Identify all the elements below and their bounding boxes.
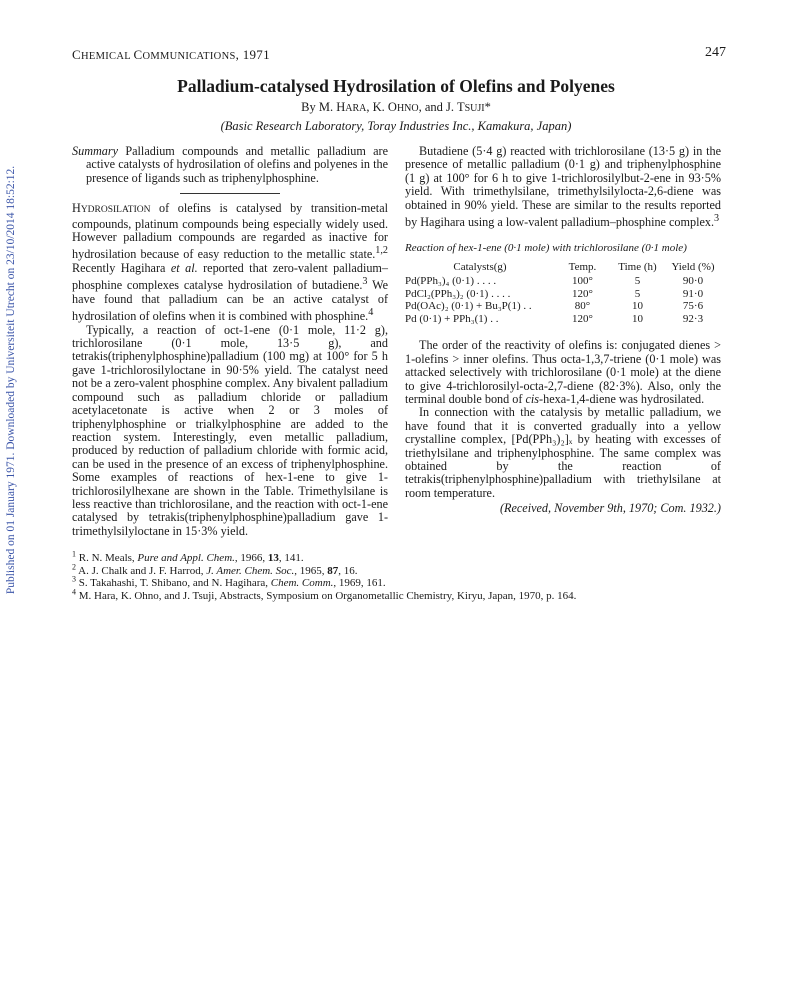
table-row	[405, 275, 721, 288]
time-cell: 5	[634, 275, 641, 288]
ref-year: , 1969,	[333, 577, 367, 590]
lead-rest: YDROSILATION	[80, 205, 151, 216]
corresponding-author-mark: *	[484, 100, 491, 114]
time-cell: 10	[632, 312, 643, 325]
journal-initial-2: C	[133, 47, 143, 62]
summary-text: Palladium compounds and metallic palladium are active catalysts of hydrosilation of olefins and polyenes in the presence of ligands such as triphenylphosphine.	[86, 144, 388, 185]
article-title: Palladium-catalysed Hydrosilation of Olefins and Polyenes	[177, 76, 615, 96]
table-row	[405, 288, 721, 301]
journal-rest-1: HEMICAL	[80, 51, 134, 62]
page-number: 247	[705, 45, 726, 60]
journal-initial-1: C	[72, 47, 81, 62]
reactivity-text-b: -hexa-1,4-diene was hydrosilated.	[539, 392, 705, 407]
table-row	[405, 300, 721, 313]
ref-number: 1	[72, 549, 76, 559]
ref-number: 3	[72, 574, 76, 584]
cis-prefix: cis	[525, 392, 540, 407]
table-caption: Reaction of hex-1-ene (0·1 mole) with trichlorosilane (0·1 mole)	[405, 241, 687, 254]
ref-pages: , 16.	[338, 564, 358, 577]
yield-cell: 90·0	[682, 275, 704, 288]
summary	[72, 145, 388, 185]
table-header-row	[405, 261, 721, 276]
authors-sep1: , K.	[366, 100, 388, 114]
ref-mark: 4	[368, 307, 374, 319]
ref-mark: 3	[714, 213, 720, 225]
temp-cell: 120°	[572, 312, 593, 325]
catalysis-paragraph: In connection with the catalysis by metallic palladium, we have found that it is converted gradually into a yellow crystalline complex, [Pd(PPh₃)₂]ₓ by heating with excesses of triethylsilane and triphenylphosphine. The same complex was obtained by the reaction of tetrakis(triphenylphosphine)palladium with triethylsilane at room temperature.	[405, 405, 721, 500]
butadiene-paragraph	[405, 145, 721, 230]
intro-text-c: reported that zero-valent palladium–phosphine complexes catalyse hydrosilation of butadiene.	[72, 260, 388, 293]
journal-year: , 1971	[235, 47, 270, 62]
intro-text-a: of olefins is catalysed by transition-metal compounds, platinum compounds being especially widely used. However palladium compounds are regarded as inactive for hydrosilation because of easy reduction to the metallic state.	[72, 201, 388, 262]
catalyst-cell: Pd(PPh₃)₄ (0·1) . . . .	[405, 275, 497, 288]
yield-cell: 92·3	[682, 312, 704, 325]
time-cell: 10	[632, 300, 643, 313]
ref-number: 4	[72, 587, 76, 597]
col-header: Temp.	[568, 260, 597, 273]
yield-cell: 91·0	[682, 287, 704, 300]
ref-authors: A. J. Chalk and J. F. Harrod,	[76, 564, 207, 577]
received-date: (Received, November 9th, 1970; Com. 1932.)	[499, 501, 721, 516]
table-row	[405, 313, 721, 326]
ref-pages: , 141.	[278, 552, 304, 564]
reactivity-text: The order of the reactivity of olefins is: conjugated dienes > 1-olefins > inner olefins. Thus octa-1,3,7-triene (0·1 mole) was attacked selectively with trichlorosilane (0·1 mole) at the diene to give 4-trichlorosilyl-octa-2,7-diene (82·3%). Also, only the terminal double bond of	[405, 338, 721, 407]
left-column	[72, 145, 388, 538]
lead-initial: H	[72, 201, 81, 216]
author-line	[0, 100, 792, 115]
catalyst-cell: PdCl₂(PPh₃)₂ (0·1) . . . .	[405, 287, 511, 300]
intro-paragraph	[72, 202, 388, 323]
temp-cell: 80°	[574, 300, 591, 313]
reference-item	[72, 574, 732, 590]
journal-header	[72, 47, 270, 63]
col-header: Catalysts(g)	[453, 260, 507, 273]
affiliation: (Basic Research Laboratory, Toray Industries Inc., Kamakura, Japan)	[220, 119, 572, 133]
author1-initial: H	[336, 100, 346, 114]
ref-mark: 1,2	[375, 245, 388, 257]
reference-item	[72, 549, 732, 565]
author2-rest: HNO	[396, 103, 419, 114]
yield-cell: 75·6	[682, 300, 704, 313]
ref-journal: J. Amer. Chem. Soc.	[206, 564, 295, 577]
col-header: Time (h)	[618, 260, 657, 273]
ref-authors: R. N. Meals,	[76, 552, 138, 564]
et-al: et al.	[170, 260, 198, 275]
reference-item	[72, 561, 732, 578]
ref-authors: S. Takahashi, T. Shibano, and N. Hagihara,	[76, 577, 271, 590]
ref-authors: M. Hara, K. Ohno, and J. Tsuji, Abstracts, Symposium on Organometallic Chemistry, Kiryu, Japan, 1970, p. 164.	[76, 589, 577, 602]
intro-text-d: We have found that palladium can be an active catalyst of hydrosilation of olefins when it is combined with phosphine.	[72, 278, 389, 324]
author3-rest: SUJI	[464, 103, 485, 114]
author2-initial: O	[387, 100, 397, 114]
author3-initial: T	[456, 100, 465, 114]
col-header: Yield (%)	[671, 260, 715, 273]
ref-number: 2	[72, 561, 76, 571]
butadiene-text: Butadiene (5·4 g) reacted with trichlorosilane (13·5 g) in the presence of metallic palladium (0·1 g) and triphenylphosphine (1 g) at 100° for 6 h to give 1-trichlorosilylbut-2-ene in 93·5% yield. With trimethylsilane, trimethylsilylocta-2,6-diene was obtained in 90% yield. These are similar to the results reported by Hagihara using a low-valent palladium–phosphine complex.	[405, 144, 721, 230]
section-divider	[180, 193, 280, 194]
ref-journal: Pure and Appl. Chem.	[137, 552, 235, 564]
ref-journal: Chem. Comm.	[270, 577, 334, 590]
intro-text-b: Recently Hagihara	[72, 260, 171, 275]
ref-volume: 87	[327, 564, 339, 577]
ref-pages: 161.	[366, 577, 386, 590]
catalyst-cell: Pd (0·1) + PPh₃(1) . .	[405, 312, 499, 325]
ref-volume: 13	[267, 552, 279, 564]
typical-paragraph: Typically, a reaction of oct-1-ene (0·1 mole, 11·2 g), trichlorosilane (0·1 mole, 13·5 g), and tetrakis(triphenylphosphine)palladium (100 mg) at 100° for 5 h gave 1-trichlorosilyloctane in 90·5% yield. The catalyst need not be a zero-valent phosphine complex. Any bivalent palladium compound such as palladium chloride or palladium acetylacetonate is active when 2 or 3 moles of triphenylphosphine or trialkylphosphine are added to the reaction system. Interestingly, even metallic palladium, produced by reduction of palladium chloride with formic acid, can be used in the presence of an excess of triphenylphosphine. Some examples of reactions of hex-1-ene to give 1-trichlorosilylhexane are shown in the Table. Trimethylsilane is less reactive than trichlorosilane, and the reaction with oct-1-ene catalysed by tetrakis(triphenylphosphine)palladium gave 1-trimethylsilyloctane in 15·3% yield.	[72, 322, 388, 538]
author1-rest: ARA	[345, 103, 367, 114]
references	[72, 549, 732, 602]
time-cell: 5	[634, 287, 641, 300]
ref-mark: 3	[362, 276, 368, 288]
ref-year: , 1965,	[294, 564, 328, 577]
catalyst-cell: Pd(OAc)₂ (0·1) + Bu₃P(1) . .	[405, 300, 532, 313]
reaction-table	[405, 261, 721, 326]
temp-cell: 120°	[572, 287, 593, 300]
temp-cell: 100°	[572, 275, 593, 288]
download-note: Published on 01 January 1971. Downloaded by Universiteit Utrecht on 23/10/2014 18:52:12.	[5, 165, 17, 595]
ref-year: , 1966,	[234, 552, 268, 564]
reference-item	[72, 587, 732, 603]
authors-by: By M.	[301, 100, 337, 114]
summary-label: Summary	[72, 144, 119, 158]
authors-sep2: , and J.	[418, 100, 457, 114]
reactivity-paragraph	[405, 339, 721, 406]
download-watermark	[2, 80, 20, 680]
right-column	[405, 145, 721, 516]
journal-rest-2: OMMUNICATIONS	[142, 51, 236, 62]
